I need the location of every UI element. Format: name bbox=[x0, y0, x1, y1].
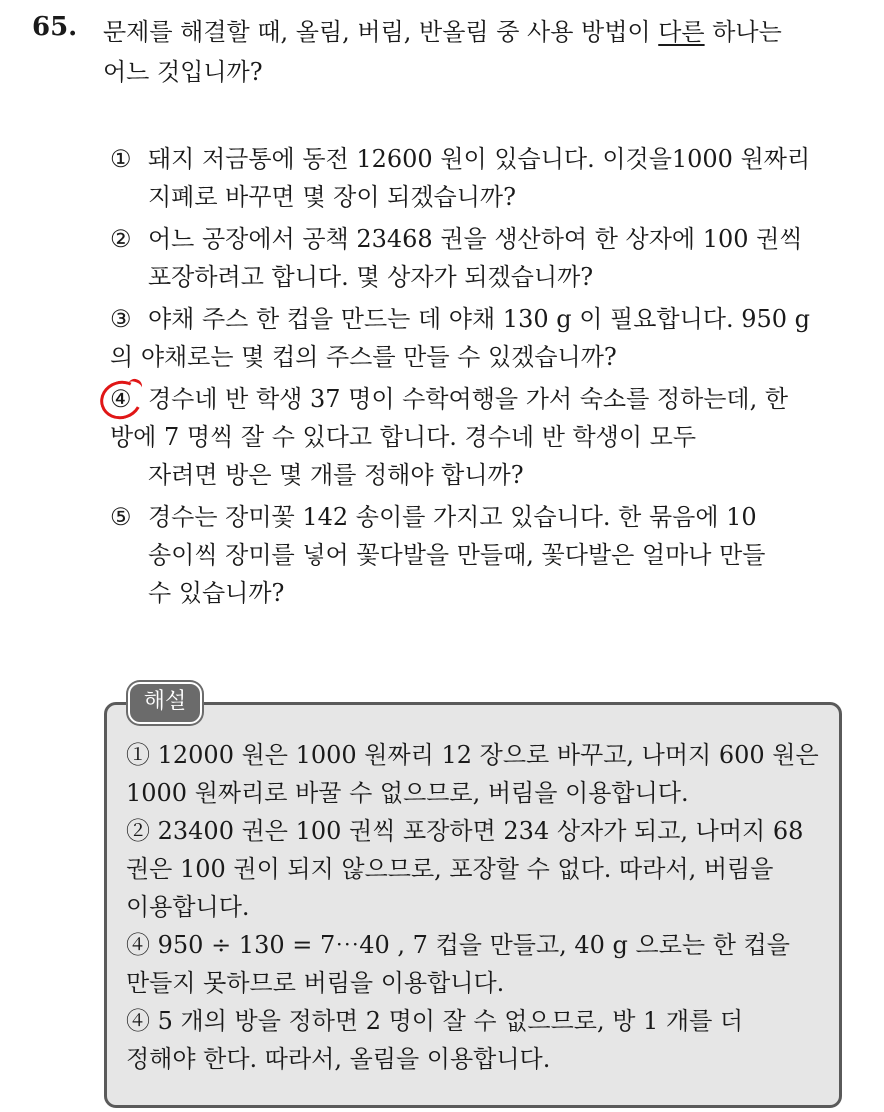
choice-marker: ③ bbox=[110, 305, 132, 333]
choice-text-line: 방에 7 명씩 잘 수 있다고 합니다. 경수네 반 학생이 모두 bbox=[110, 423, 697, 451]
explanation-line: ④ 5 개의 방을 정하면 2 명이 잘 수 없으므로, 방 1 개를 더 bbox=[126, 1007, 744, 1035]
choice-marker: ② bbox=[110, 225, 132, 253]
choice-text-line: 어느 공장에서 공책 23468 권을 생산하여 한 상자에 100 권씩 bbox=[148, 225, 803, 253]
question-text-after: 하나는 bbox=[704, 18, 782, 46]
choice-text-line: 경수는 장미꽃 142 송이를 가지고 있습니다. 한 묶음에 10 bbox=[148, 503, 757, 531]
explanation-line: 1000 원짜리로 바꿀 수 없으므로, 버림을 이용합니다. bbox=[126, 779, 689, 807]
explanation-line: ① 12000 원은 1000 원짜리 12 장으로 바꾸고, 나머지 600 원은 bbox=[126, 741, 819, 769]
choice-text-line: 의 야채로는 몇 컵의 주스를 만들 수 있겠습니까? bbox=[110, 343, 617, 371]
choice-5[interactable] bbox=[110, 498, 850, 612]
explanation-line: 정해야 한다. 따라서, 올림을 이용합니다. bbox=[126, 1045, 551, 1073]
choice-text-line: 수 있습니까? bbox=[148, 579, 285, 607]
choice-text-line: 송이씩 장미를 넣어 꽃다발을 만들때, 꽃다발은 얼마나 만들 bbox=[148, 541, 766, 569]
question-text bbox=[103, 12, 868, 92]
choice-marker: ④ bbox=[110, 385, 132, 413]
explanation-body bbox=[126, 736, 831, 1078]
explanation-line: 이용합니다. bbox=[126, 893, 250, 921]
choice-3[interactable] bbox=[110, 300, 850, 376]
choice-text-line: 포장하려고 합니다. 몇 상자가 되겠습니까? bbox=[148, 263, 594, 291]
explanation-line: ④ 950 ÷ 130 = 7⋯40 , 7 컵을 만들고, 40 g 으로는 한 컵을 bbox=[126, 931, 790, 959]
question-text-line2: 어느 것입니까? bbox=[103, 58, 263, 86]
choice-text-line: 자려면 방은 몇 개를 정해야 합니까? bbox=[148, 461, 524, 489]
question-text-before: 문제를 해결할 때, 올림, 버림, 반올림 중 사용 방법이 bbox=[103, 18, 659, 46]
choice-marker: ⑤ bbox=[110, 503, 132, 531]
choice-text-line: 경수네 반 학생 37 명이 수학여행을 가서 숙소를 정하는데, 한 bbox=[148, 385, 789, 413]
explanation-tag: 해설 bbox=[128, 682, 202, 724]
choice-4[interactable] bbox=[110, 380, 850, 494]
explanation-line: 권은 100 권이 되지 않으므로, 포장할 수 없다. 따라서, 버림을 bbox=[126, 855, 774, 883]
explanation-line: ② 23400 권은 100 권씩 포장하면 234 상자가 되고, 나머지 68 bbox=[126, 817, 804, 845]
choice-text-line: 돼지 저금통에 동전 12600 원이 있습니다. 이것을1000 원짜리 bbox=[148, 145, 811, 173]
choice-text-line: 야채 주스 한 컵을 만드는 데 야채 130 g 이 필요합니다. 950 g bbox=[148, 305, 811, 333]
explanation-line: 만들지 못하므로 버림을 이용합니다. bbox=[126, 969, 505, 997]
choice-marker: ① bbox=[110, 145, 132, 173]
choice-2[interactable] bbox=[110, 220, 850, 296]
choice-1[interactable] bbox=[110, 140, 850, 216]
question-number: 65. bbox=[32, 12, 78, 42]
choice-text-line: 지폐로 바꾸면 몇 장이 되겠습니까? bbox=[148, 183, 516, 211]
question-text-underlined: 다른 bbox=[658, 18, 705, 46]
